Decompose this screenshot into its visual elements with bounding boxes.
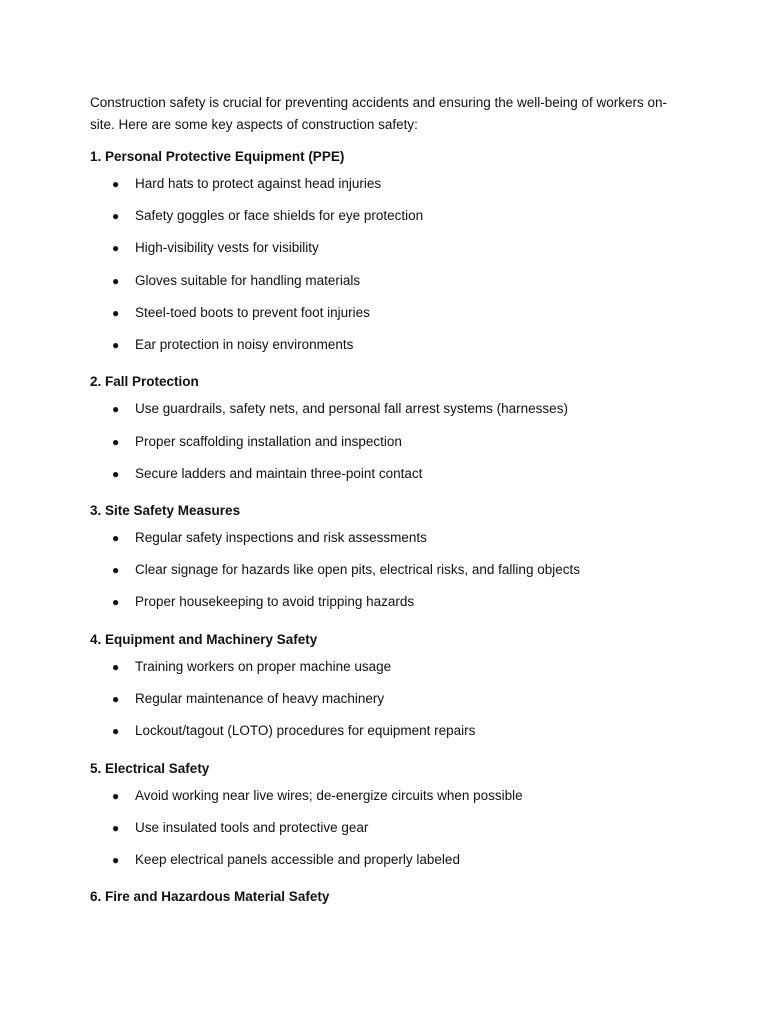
bullet-icon: ●: [112, 820, 120, 835]
list-item: [90, 265, 680, 297]
bullet-icon: ●: [112, 788, 120, 803]
bullet-icon: ●: [112, 531, 120, 546]
section-heading: 1. Personal Protective Equipment (PPE): [90, 149, 345, 164]
section-heading: 2. Fall Protection: [90, 374, 199, 390]
list-item: [90, 297, 680, 329]
bullet-icon: ●: [112, 852, 120, 867]
section-heading: 6. Fire and Hazardous Material Safety: [90, 889, 330, 905]
document-body: [90, 92, 680, 919]
list-item-text: Proper scaffolding installation and inspection: [135, 433, 402, 449]
list-item: [90, 426, 680, 458]
bullet-icon: ●: [112, 434, 120, 449]
section-heading: 4. Equipment and Machinery Safety: [90, 631, 318, 647]
list-item: [90, 844, 680, 876]
bullet-icon: ●: [112, 241, 120, 256]
list-item-text: Safety goggles or face shields for eye protection: [135, 208, 424, 224]
list-item-text: Gloves suitable for handling materials: [135, 272, 361, 288]
list-item-text: Regular maintenance of heavy machinery: [135, 691, 385, 706]
bullet-list: [90, 522, 680, 619]
list-item: [90, 168, 680, 200]
section-fire-hazardous: [90, 886, 680, 908]
bullet-list: [90, 780, 680, 877]
list-item: [90, 812, 680, 844]
bullet-icon: ●: [112, 724, 120, 739]
section-ppe: [90, 146, 680, 361]
list-item: [90, 683, 680, 715]
list-item-text: Steel-toed boots to prevent foot injuries: [135, 304, 370, 320]
list-item: [90, 329, 680, 361]
list-item-text: Ear protection in noisy environments: [135, 336, 354, 352]
list-item: [90, 200, 680, 232]
list-item: [90, 458, 680, 490]
list-item-text: Use guardrails, safety nets, and personal fall arrest systems (harnesses): [135, 401, 568, 417]
section-electrical-safety: [90, 758, 680, 877]
intro-paragraph: Construction safety is crucial for preventing accidents and ensuring the well-being of workers on-site. Here are some key aspects of construction safety:: [90, 95, 668, 132]
bullet-icon: ●: [112, 402, 120, 417]
list-item-text: Regular safety inspections and risk assessments: [135, 530, 427, 546]
list-item: [90, 232, 680, 264]
list-item-text: Keep electrical panels accessible and properly labeled: [135, 851, 460, 867]
bullet-icon: ●: [112, 337, 120, 352]
bullet-icon: ●: [112, 305, 120, 320]
bullet-list: [90, 393, 680, 490]
list-item: [90, 715, 680, 747]
bullet-icon: ●: [112, 692, 120, 706]
list-item: [90, 522, 680, 554]
bullet-icon: ●: [112, 177, 120, 191]
list-item: [90, 651, 680, 683]
bullet-icon: ●: [112, 273, 120, 288]
bullet-icon: ●: [112, 209, 120, 224]
section-site-safety: [90, 500, 680, 619]
bullet-icon: ●: [112, 659, 120, 674]
list-item: [90, 586, 680, 618]
list-item: [90, 393, 680, 425]
bullet-list: [90, 168, 680, 361]
bullet-icon: ●: [112, 466, 120, 481]
list-item-text: Secure ladders and maintain three-point contact: [135, 465, 423, 481]
list-item-text: Proper housekeeping to avoid tripping hazards: [135, 594, 415, 610]
section-heading: 5. Electrical Safety: [90, 760, 210, 776]
bullet-icon: ●: [112, 563, 120, 578]
list-item: [90, 554, 680, 586]
list-item: [90, 780, 680, 812]
bullet-list: [90, 651, 680, 748]
list-item-text: Lockout/tagout (LOTO) procedures for equipment repairs: [135, 723, 476, 739]
list-item-text: Use insulated tools and protective gear: [135, 819, 369, 835]
list-item-text: Avoid working near live wires; de-energize circuits when possible: [135, 787, 523, 803]
section-equipment-safety: [90, 629, 680, 748]
list-item-text: Clear signage for hazards like open pits, electrical risks, and falling objects: [135, 562, 580, 578]
section-heading: 3. Site Safety Measures: [90, 503, 241, 519]
section-fall-protection: [90, 371, 680, 490]
list-item-text: High-visibility vests for visibility: [135, 240, 319, 256]
list-item-text: Training workers on proper machine usage: [135, 658, 392, 674]
bullet-icon: ●: [112, 595, 120, 610]
list-item-text: Hard hats to protect against head injuries: [135, 176, 382, 191]
